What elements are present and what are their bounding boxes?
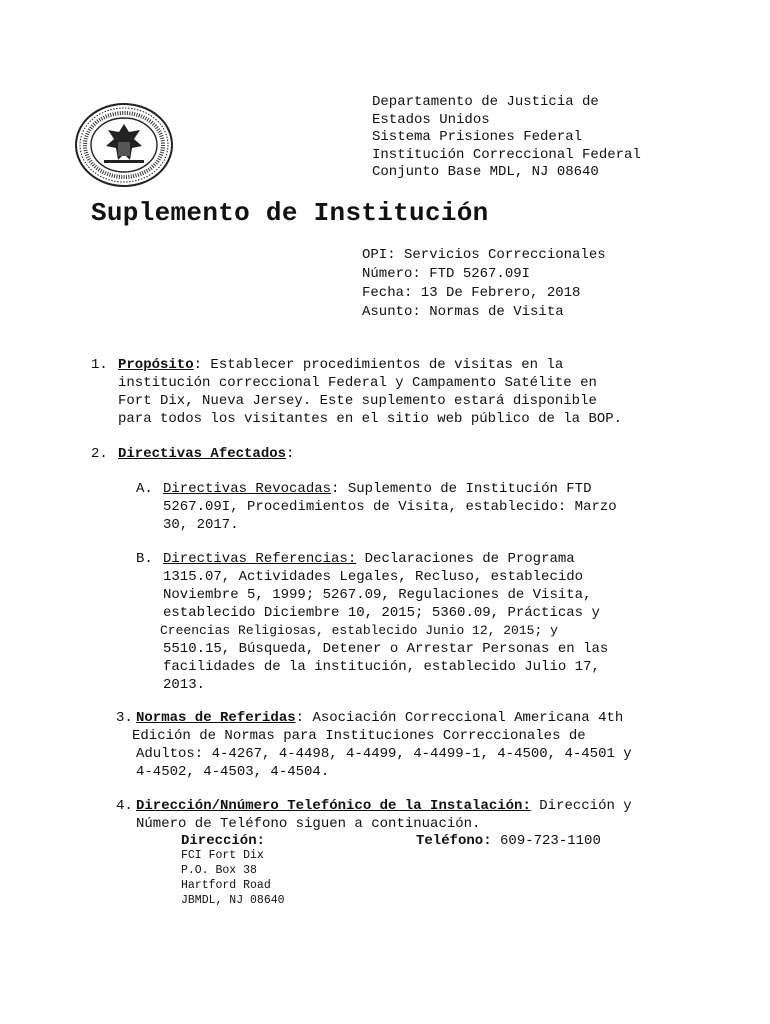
subsection-text: 5510.15, Búsqueda, Detener o Arrestar Personas en las bbox=[163, 641, 609, 657]
subsection-letter: B. bbox=[136, 551, 153, 567]
section-text: Adultos: 4-4267, 4-4498, 4-4499, 4-4499-1, 4-4500, 4-4501 y bbox=[136, 746, 632, 762]
subsection-text: 2013. bbox=[163, 677, 206, 693]
agency-line: Conjunto Base MDL, NJ 08640 bbox=[372, 164, 599, 180]
subsection-heading: Directivas Referencias: bbox=[163, 551, 357, 567]
subsection-text: 5267.09I, Procedimientos de Visita, establecido: Marzo bbox=[163, 499, 617, 515]
section-text: Edición de Normas para Instituciones Correccionales de bbox=[132, 728, 586, 744]
section-number: 1. bbox=[91, 357, 108, 373]
section-text: institución correccional Federal y Campamento Satélite en bbox=[118, 375, 597, 391]
agency-line: Departamento de Justicia de bbox=[372, 94, 599, 110]
section-text: 4-4502, 4-4503, 4-4504. bbox=[136, 764, 330, 780]
section-number: 3. bbox=[116, 710, 133, 726]
section-number: 4. bbox=[116, 798, 133, 814]
page-title: Suplemento de Institución bbox=[91, 198, 489, 228]
section-text: Fort Dix, Nueva Jersey. Este suplemento estará disponible bbox=[118, 393, 597, 409]
section-text: : Asociación Correccional Americana 4th bbox=[295, 710, 624, 726]
section-normas bbox=[116, 709, 632, 781]
section-directivas bbox=[91, 445, 294, 463]
section-direccion bbox=[116, 797, 632, 833]
subsection-letter: A. bbox=[136, 481, 153, 497]
subsection-text: Declaraciones de Programa bbox=[356, 551, 575, 567]
subsection-text: 30, 2017. bbox=[163, 517, 239, 533]
agency-address-block bbox=[372, 94, 641, 182]
agency-line: Estados Unidos bbox=[372, 111, 490, 128]
subsection-text: 1315.07, Actividades Legales, Recluso, establecido bbox=[163, 569, 584, 585]
meta-opi: OPI: Servicios Correccionales bbox=[362, 247, 606, 263]
subsection-text: : Suplemento de Institución FTD bbox=[331, 481, 592, 497]
section-text: Número de Teléfono siguen a continuación. bbox=[136, 816, 481, 832]
subsection-text: establecido Diciembre 10, 2015; 5360.09, Prácticas y bbox=[163, 605, 600, 621]
section-text: Dirección y bbox=[530, 798, 632, 814]
section-heading: Dirección/Nnúmero Telefónico de la Instalación: bbox=[136, 798, 531, 814]
agency-line: Institución Correccional Federal bbox=[372, 146, 641, 163]
phone-row bbox=[416, 832, 601, 850]
address-label: Dirección: bbox=[181, 833, 266, 849]
section-heading: Propósito bbox=[118, 357, 194, 373]
meta-numero: Número: FTD 5267.09I bbox=[362, 266, 531, 282]
agency-line: Sistema Prisiones Federal bbox=[372, 129, 583, 145]
phone-label: Teléfono: bbox=[416, 833, 492, 849]
subsection-referencias bbox=[136, 550, 608, 694]
section-heading: Directivas Afectados bbox=[118, 446, 287, 462]
phone-value: 609-723-1100 bbox=[491, 833, 601, 849]
section-text: para todos los visitantes en el sitio web público de la BOP. bbox=[118, 411, 623, 427]
section-heading: Normas de Referidas bbox=[136, 710, 296, 726]
address-line: P.O. Box 38 bbox=[181, 864, 257, 877]
subsection-revocadas bbox=[136, 480, 617, 534]
section-text: : Establecer procedimientos de visitas en la bbox=[193, 357, 564, 373]
subsection-text: facilidades de la institución, establecido Julio 17, bbox=[163, 659, 600, 675]
section-proposito bbox=[91, 356, 622, 428]
subsection-text: Creencias Religiosas, establecido Junio 12, 2015; y bbox=[160, 623, 558, 638]
meta-asunto: Asunto: Normas de Visita bbox=[362, 304, 564, 320]
address-line: FCI Fort Dix bbox=[181, 849, 264, 862]
subsection-heading: Directivas Revocadas bbox=[163, 481, 332, 497]
section-number: 2. bbox=[91, 446, 108, 462]
subsection-text: Noviembre 5, 1999; 5267.09, Regulaciones de Visita, bbox=[163, 587, 592, 603]
meta-fecha: Fecha: 13 De Febrero, 2018 bbox=[362, 285, 581, 301]
address-line: JBMDL, NJ 08640 bbox=[181, 894, 285, 907]
doj-seal-logo bbox=[74, 102, 174, 188]
document-meta bbox=[362, 246, 606, 322]
address-line: Hartford Road bbox=[181, 879, 271, 892]
facility-address bbox=[181, 848, 285, 908]
section-colon: : bbox=[286, 446, 295, 462]
